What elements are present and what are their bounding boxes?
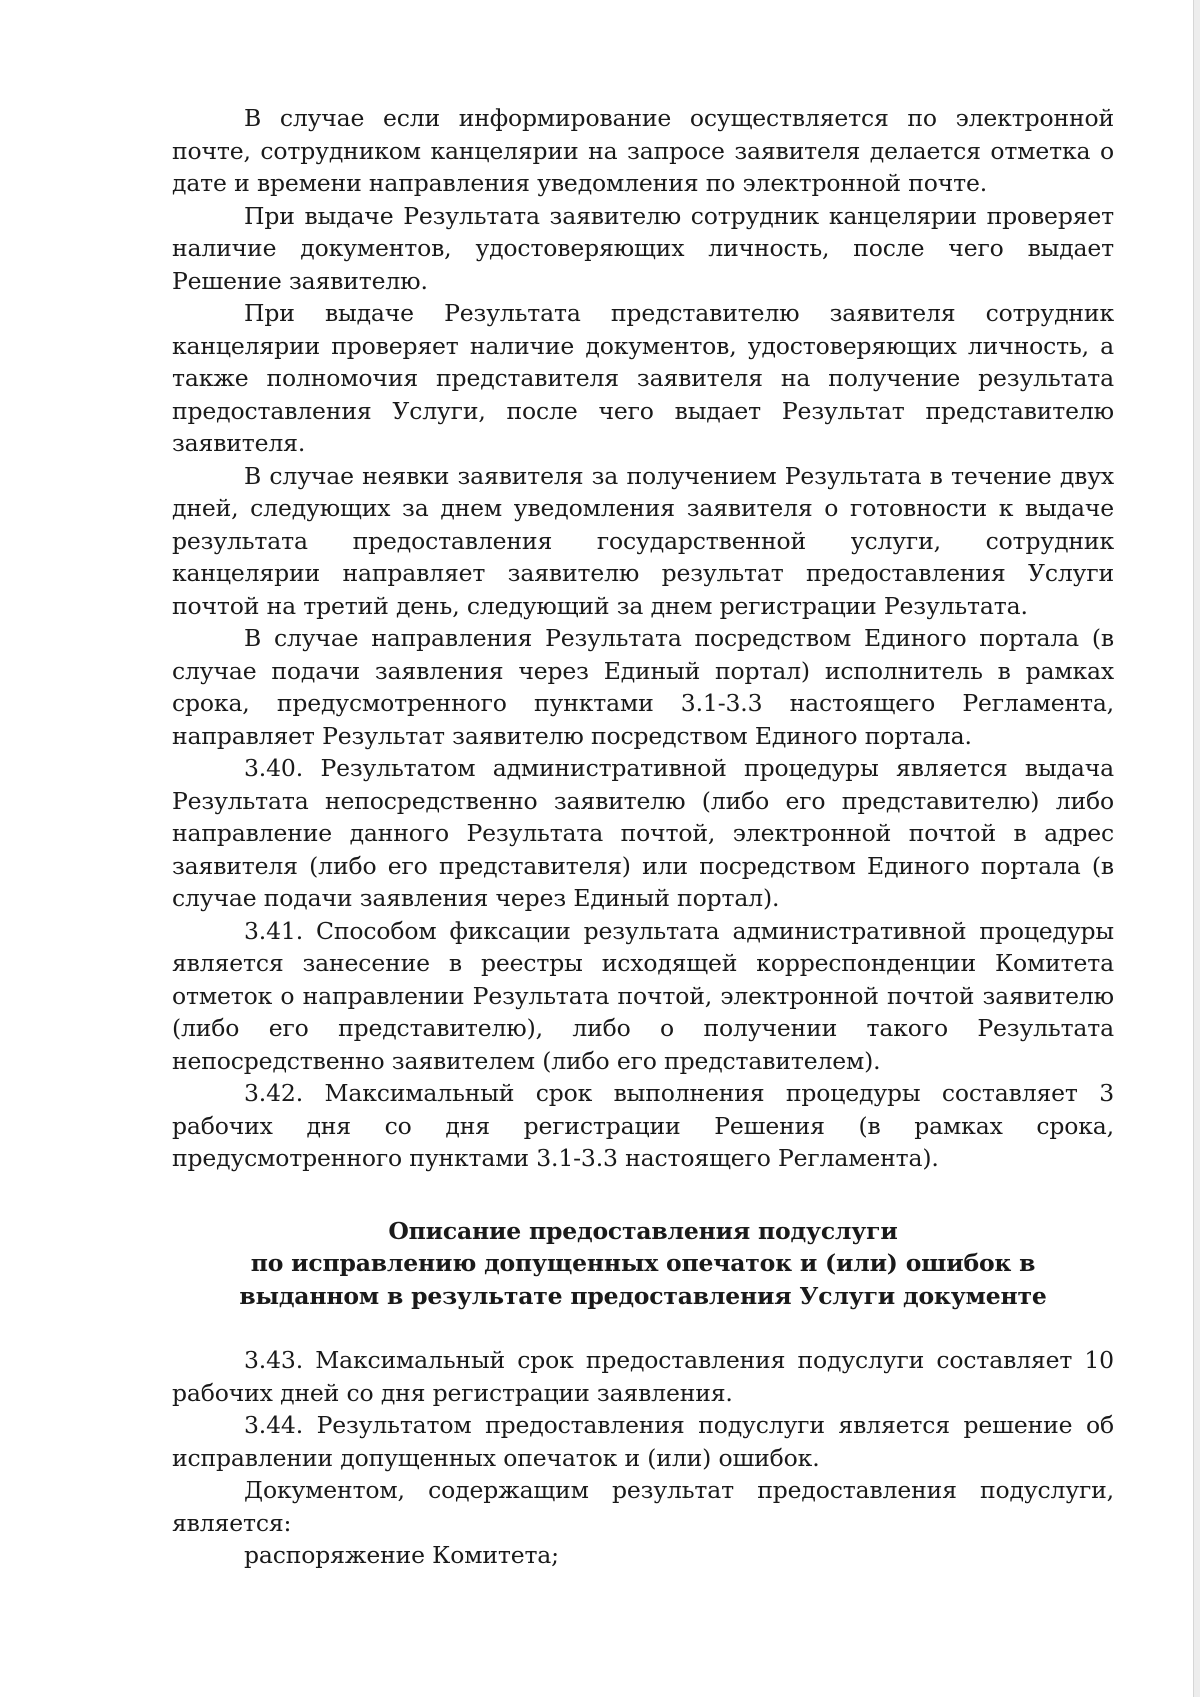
paragraph-3-43: 3.43. Максимальный срок предоставления подуслуги составляет 10 рабочих дней со дня регистрации заявления.	[172, 1346, 1114, 1407]
paragraph-issue-to-applicant: При выдаче Результата заявителю сотрудник канцелярии проверяет наличие документов, удостоверяющих личность, после чего выдает Решение заявителю.	[172, 201, 1114, 295]
paragraph-email-notification: В случае если информирование осуществляется по электронной почте, сотрудником канцелярии на запросе заявителя делается отметка о дате и времени направления уведомления по электронной почте.	[172, 104, 1114, 197]
paragraph-single-portal: В случае направления Результата посредством Единого портала (в случае подачи заявления через Единый портал) исполнитель в рамках срока, предусмотренного пунктами 3.1-3.3 настоящего Регламента, направляет Результат заявителю посредством Единого портала.	[172, 624, 1114, 750]
document-page	[172, 102, 1114, 1572]
paragraph-result-document: Документом, содержащим результат предоставления подуслуги, является:	[172, 1476, 1114, 1537]
paragraph-3-42: 3.42. Максимальный срок выполнения процедуры составляет 3 рабочих дня со дня регистрации Решения (в рамках срока, предусмотренного пунктами 3.1-3.3 настоящего Регламента).	[172, 1079, 1114, 1172]
page-right-edge	[1193, 0, 1200, 1697]
paragraph-no-show: В случае неявки заявителя за получением Результата в течение двух дней, следующих за днем уведомления заявителя о готовности к выдаче результата предоставления государственной услуги, сотрудник канцелярии направляет заявителю результат предоставления Услуги почтой на третий день, следующий за днем регистрации Результата.	[172, 461, 1114, 620]
paragraph-committee-order: распоряжение Комитета;	[244, 1541, 559, 1569]
section-heading-line-2: по исправлению допущенных опечаток и (или) ошибок в	[250, 1249, 1036, 1277]
section-heading	[172, 1175, 1114, 1345]
section-heading-line-1: Описание предоставления подуслуги	[388, 1216, 898, 1245]
paragraph-3-44: 3.44. Результатом предоставления подуслуги является решение об исправлении допущенных опечаток и (или) ошибок.	[172, 1411, 1114, 1472]
section-heading-line-3: выданном в результате предоставления Услуги документе	[239, 1281, 1047, 1310]
paragraph-3-41: 3.41. Способом фиксации результата административной процедуры является занесение в реестры исходящей корреспонденции Комитета отметок о направлении Результата почтой, электронной почтой заявителю (либо его представителю), либо о получении такого Результата непосредственно заявителем (либо его представителем).	[172, 916, 1114, 1075]
paragraph-3-40: 3.40. Результатом административной процедуры является выдача Результата непосредственно заявителю (либо его представителю) либо направление данного Результата почтой, электронной почтой в адрес заявителя (либо его представителя) или посредством Единого портала (в случае подачи заявления через Единый портал).	[172, 754, 1114, 912]
paragraph-issue-to-representative: При выдаче Результата представителю заявителя сотрудник канцелярии проверяет наличие документов, удостоверяющих личность, а также полномочия представителя заявителя на получение результата предоставления Услуги, после чего выдает Результат представителю заявителя.	[172, 299, 1114, 457]
